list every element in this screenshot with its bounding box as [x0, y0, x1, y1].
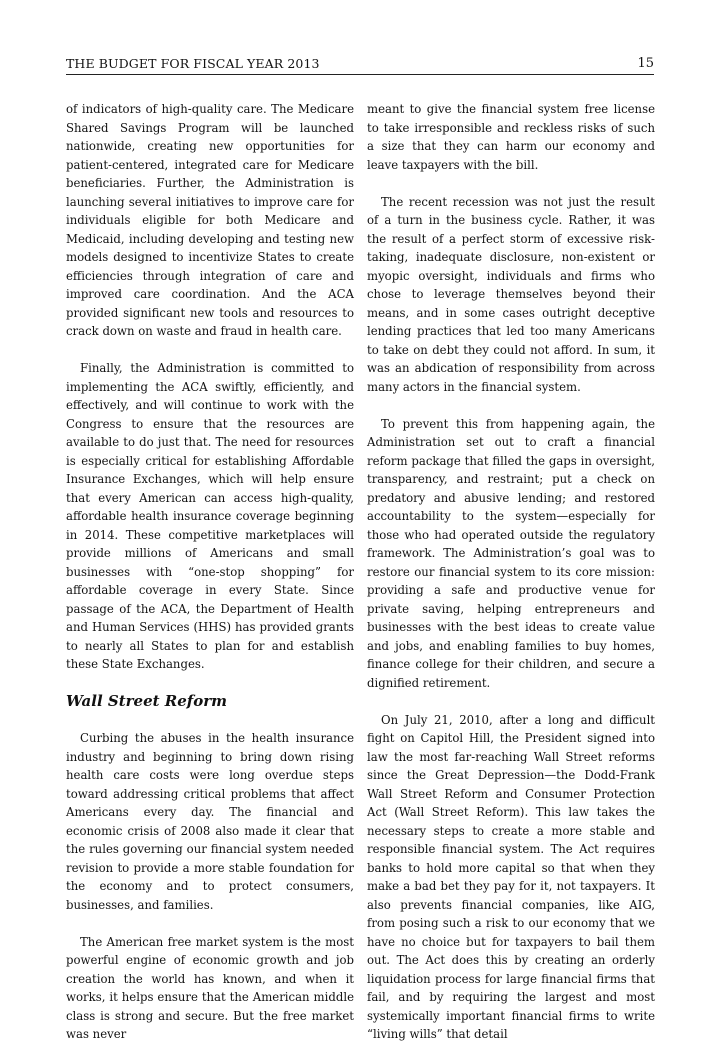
left-paragraph-2: Finally, the Administration is committed to implementing the ACA swiftly, efficiently, and effectively, and will continue to work with the Congress to ensure that the resources are available to do just that. The need for resources is especially critical for establishing Affordable Insurance Exchanges, which will help ensure that every American can access high-quality, affordable health insurance coverage beginning in 2014. These competitive marketplaces will provide millions of Americans and small businesses with “one-stop shopping” for affordable coverage in every State. Since passage of the ACA, the Department of Health and Human Services (HHS) has provided grants to nearly all States to plan for and establish these State Exchanges.	[66, 361, 354, 671]
left-column	[66, 100, 354, 1044]
page-number: 15	[637, 56, 654, 71]
left-paragraph-1: of indicators of high-quality care. The Medicare Shared Savings Program will be launched nationwide, creating new opportunities for patient-centered, integrated care for Medicare beneficiaries. Further, the Administration is launching several initiatives to improve care for individuals eligible for both Medicare and Medicaid, including developing and testing new models designed to incentivize States to create efficiencies through integration of care and improved care coordination. And the ACA provided significant new tools and resources to crack down on waste and fraud in health care.	[66, 102, 354, 338]
right-column	[367, 100, 655, 1044]
header-title: THE BUDGET FOR FISCAL YEAR 2013	[66, 56, 320, 71]
left-paragraph-3: Curbing the abuses in the health insurance industry and beginning to bring down rising health care costs were long overdue steps toward addressing critical problems that affect Americans every day. The financial and economic crisis of 2008 also made it clear that the rules governing our financial system needed revision to provide a more stable foundation for the economy and to protect consumers, businesses, and families.	[66, 731, 354, 912]
right-paragraph-3: To prevent this from happening again, the Administration set out to craft a financial reform package that filled the gaps in oversight, transparency, and restraint; put a check on predatory and abusive lending; and restored accountability to the system—especially for those who had operated outside the regulatory framework. The Administration’s goal was to restore our financial system to its core mission: providing a safe and productive venue for private saving, helping entrepreneurs and businesses with the best ideas to create value and jobs, and enabling families to buy homes, finance college for their children, and secure a dignified retirement.	[367, 416, 655, 690]
right-paragraph-4: On July 21, 2010, after a long and difficult fight on Capitol Hill, the President signed into law the most far-reaching Wall Street reforms since the Great Depression—the Dodd-Frank Wall Street Reform and Consumer Protection Act (Wall Street Reform). This law takes the necessary steps to create a more stable and responsible financial system. The Act requires banks to hold more capital so that when they make a bad bet they pay for it, not taxpayers. It also prevents financial companies, like AIG, from posing such a risk to our economy that we have no choice but for taxpayers to bail them out. The Act does this by creating an orderly liquidation process for large financial firms that fail, and by requiring the largest and most systemically important financial firms to write “living wills” that detail	[367, 712, 655, 1041]
running-header	[66, 56, 654, 75]
right-paragraph-1: meant to give the financial system free license to take irresponsible and reckless risks of such a size that they can harm our economy and leave taxpayers with the bill.	[367, 102, 655, 172]
left-paragraph-4: The American free market system is the most powerful engine of economic growth and job creation the world has known, and when it works, it helps ensure that the American middle class is strong and secure. But the free market was never	[66, 934, 354, 1041]
section-heading-wall-street-reform: Wall Street Reform	[66, 692, 228, 710]
right-paragraph-2: The recent recession was not just the result of a turn in the business cycle. Rather, it was the result of a perfect storm of excessive risk-taking, inadequate disclosure, non-existent or myopic oversight, individuals and firms who chose to leverage themselves beyond their means, and in some cases outright deceptive lending practices that led too many Americans to take on debt they could not afford. In sum, it was an abdication of responsibility from across many actors in the financial system.	[367, 194, 655, 394]
